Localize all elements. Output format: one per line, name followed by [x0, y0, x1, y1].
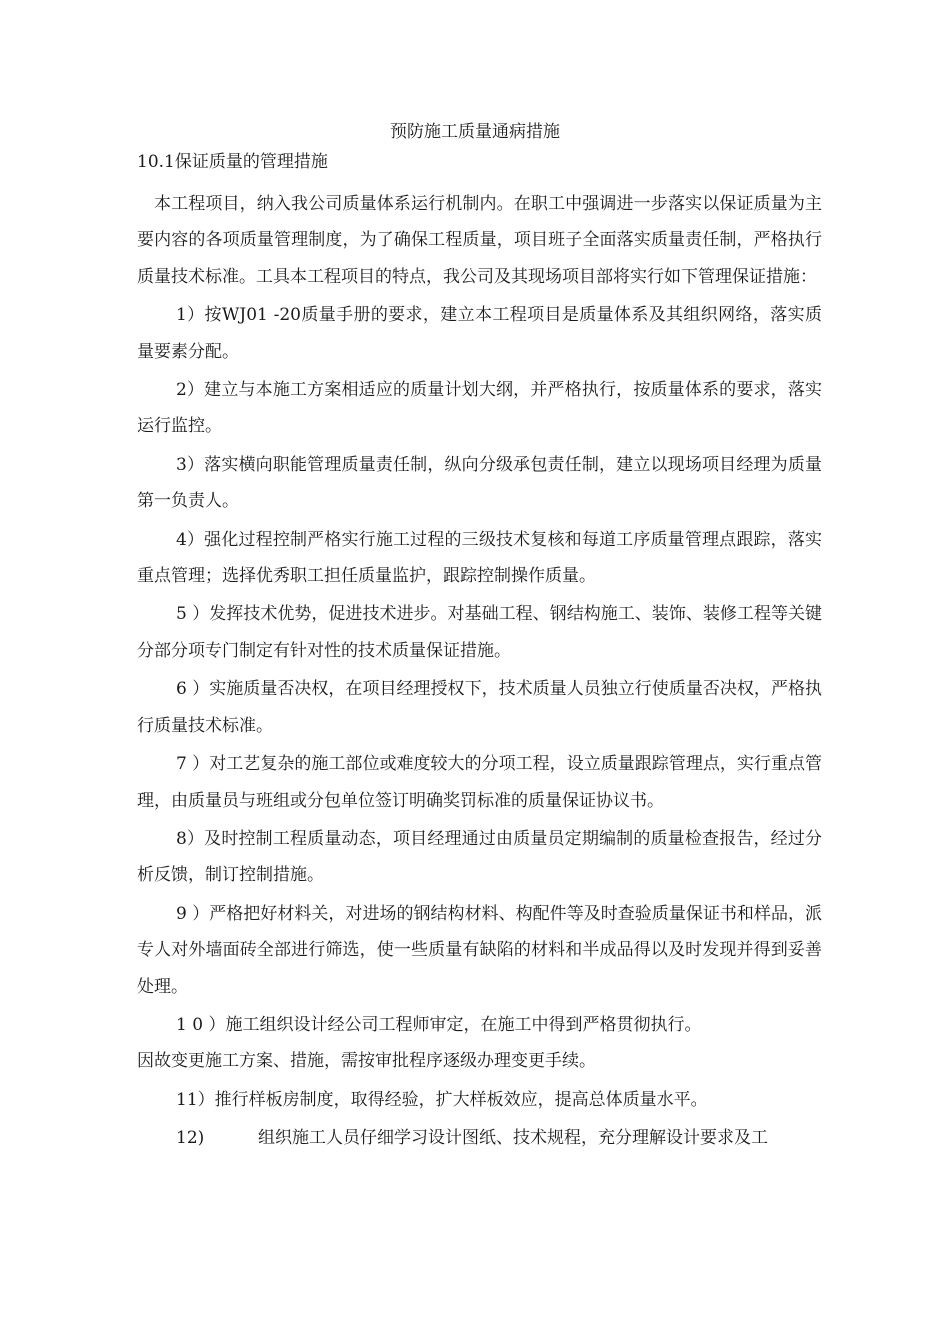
list-item: 1 0 ）施工组织设计经公司工程师审定，在施工中得到严格贯彻执行。 — [176, 1014, 702, 1035]
list-item-continuation: 因故变更施工方案、措施，需按审批程序逐级办理变更手续。 — [137, 1051, 596, 1072]
list-item: 4）强化过程控制严格实行施工过程的三级技术复核和每道工序质量管理点跟踪，落实重点管理；选择优秀职工担任质量监护，跟踪控制操作质量。 — [137, 529, 822, 587]
section-heading: 10.1保证质量的管理措施 — [137, 152, 328, 172]
list-item: 8）及时控制工程质量动态，项目经理通过由质量员定期编制的质量检查报告，经过分析反馈，制订控制措施。 — [137, 828, 822, 886]
list-item: 9 ）严格把好材料关，对进场的钢结构材料、构配件等及时查验质量保证书和样品，派专人对外墙面砖全部进行筛选，使一些质量有缺陷的材料和半成品得以及时发现并得到妥善处理。 — [137, 903, 822, 997]
list-item: 7 ）对工艺复杂的施工部位或难度较大的分项工程，设立质量跟踪管理点，实行重点管理，由质量员与班组或分包单位签订明确奖罚标准的质量保证协议书。 — [137, 754, 822, 811]
document-body — [137, 186, 822, 1157]
intro-paragraph: 本工程项目，纳入我公司质量体系运行机制内。在职工中强调进一步落实以保证质量为主要内容的各项质量管理制度，为了确保工程质量，项目班子全面落实质量责任制，严格执行质量技术标准。工具本工程项目的特点，我公司及其现场项目部将实行如下管理保证措施： — [137, 194, 822, 287]
list-item: 1）按WJ01 -20质量手册的要求，建立本工程项目是质量体系及其组织网络，落实质量要素分配。 — [137, 305, 822, 362]
list-item-text: 组织施工人员仔细学习设计图纸、技术规程，充分理解设计要求及工 — [258, 1128, 768, 1149]
list-item: 2）建立与本施工方案相适应的质量计划大纲，并严格执行，按质量体系的要求，落实运行监控。 — [137, 380, 822, 437]
list-item: 5 ）发挥技术优势，促进技术进步。对基础工程、钢结构施工、装饰、装修工程等关键分部分项专门制定有针对性的技术质量保证措施。 — [137, 604, 822, 661]
list-item: 11）推行样板房制度，取得经验，扩大样板效应，提高总体质量水平。 — [176, 1089, 708, 1110]
list-item — [137, 1120, 822, 1156]
list-item-number: 12) — [176, 1128, 205, 1149]
document-title: 预防施工质量通病措施 — [390, 122, 560, 142]
list-item: 3）落实横向职能管理质量责任制，纵向分级承包责任制，建立以现场项目经理为质量第一负责人。 — [137, 454, 822, 512]
list-item: 6 ）实施质量否决权，在项目经理授权下，技术质量人员独立行使质量否决权，严格执行质量技术标准。 — [137, 679, 822, 736]
